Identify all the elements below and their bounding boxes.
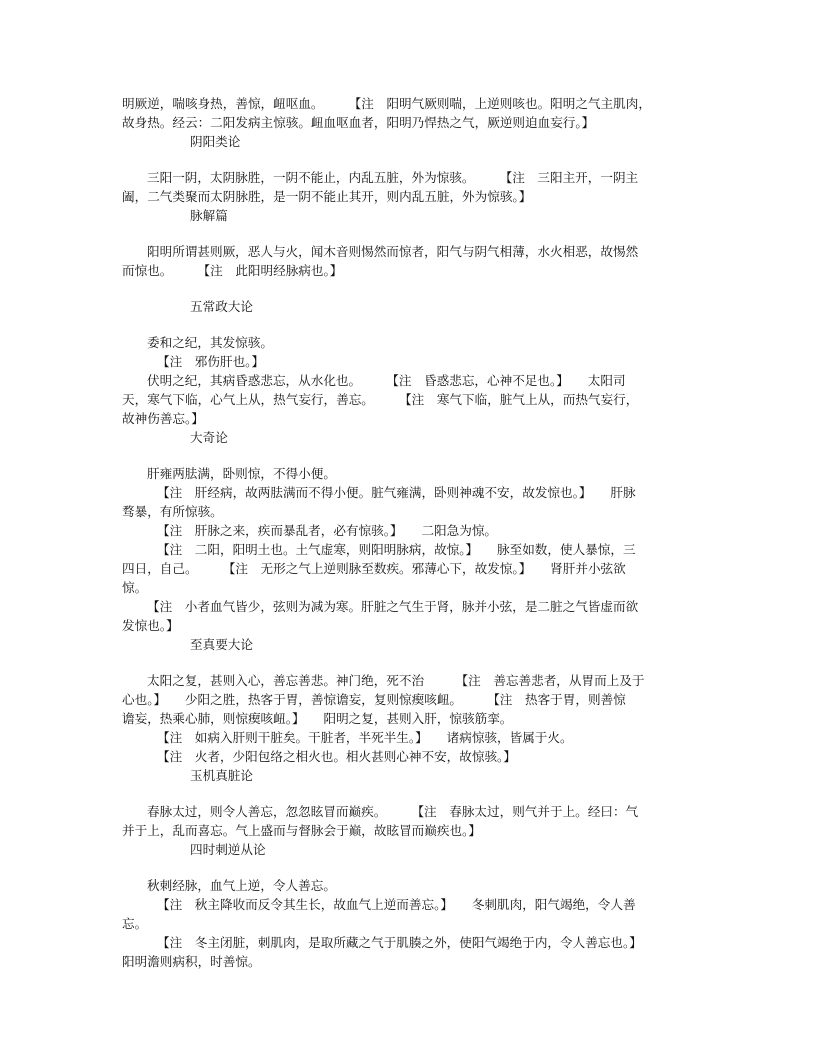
text-line: 【注 邪伤肝也。】 <box>157 354 265 369</box>
text-line: 【注 肝脉之来，疾而暴乱者，必有惊骇。】 二阳急为惊。 <box>157 523 498 538</box>
text-line: 心也。】 少阳之胜，热客于胃，善惊谵妄，复则惊瘈咳衄。 【注 热客于胃，则善惊 <box>122 692 626 707</box>
text-line: 太阳之复，甚则入心，善忘善悲。神门绝，死不治 【注 善忘善悲者，从胃而上及于 <box>147 673 645 688</box>
text-line: 天，寒气下临，心气上从，热气妄行，善忘。 【注 寒气下临，脏气上从，而热气妄行， <box>122 392 639 407</box>
section-heading: 大奇论 <box>190 430 228 445</box>
text-line: 并于上，乱而喜忘。气上盛而与督脉会于巅，故眩冒而巅疾也。】 <box>122 823 481 838</box>
text-line: 而惊也。 【注 此阳明经脉病也。】 <box>122 263 343 278</box>
text-line: 四日，自己。 【注 无形之气上逆则脉至数疾。邪薄心下，故发惊。】 肾肝并小弦欲 <box>122 561 626 576</box>
text-line: 三阳一阴，太阴脉胜，一阴不能止，内乱五脏，外为惊骇。 【注 三阳主开，一阴主 <box>147 170 639 185</box>
section-heading: 阴阳类论 <box>190 134 241 149</box>
text-line: 骛暴，有所惊骇。 <box>122 504 223 519</box>
text-line: 【注 肝经病，故两胠满而不得小便。脏气雍满，卧则神魂不安，故发惊也。】 肝脉 <box>157 485 636 500</box>
text-line: 春脉太过，则令人善忘，忽忽眩冒而巅疾。 【注 春脉太过，则气并于上。经曰：气 <box>147 804 639 819</box>
section-heading: 至真要大论 <box>190 637 253 652</box>
text-line: 【注 冬主闭脏，刺肌肉，是取所藏之气于肌腠之外，使阳气竭绝于内，令人善忘也。】 <box>157 935 642 950</box>
text-line: 忘。 <box>122 916 148 931</box>
text-line: 肝雍两胠满，卧则惊，不得小便。 <box>147 466 336 481</box>
text-line: 故神伤善忘。】 <box>122 411 204 426</box>
text-line: 【注 秋主降收而反令其生长，故血气上逆而善忘。】 冬刺肌肉，阳气竭绝，令人善 <box>157 897 636 912</box>
text-line: 明厥逆，喘咳身热，善惊，衄呕血。 【注 阳明气厥则喘，上逆则咳也。阳明之气主肌肉， <box>122 96 651 111</box>
text-line: 阳明澹则病积，时善惊。 <box>122 954 261 969</box>
section-heading: 五常政大论 <box>190 299 253 314</box>
section-heading: 脉解篇 <box>190 208 228 223</box>
text-line: 谵妄，热乘心肺，则惊瘈咳衄。】 阳明之复，甚则入肝，惊骇筋挛。 <box>122 711 513 726</box>
text-line: 委和之纪，其发惊骇。 <box>147 335 273 350</box>
text-line: 发惊也。】 <box>122 618 179 633</box>
text-line: 秋刺经脉，血气上逆，令人善忘。 <box>147 878 336 893</box>
text-line: 【注 二阳，阳明土也。土气虚寒，则阳明脉病，故惊。】 脉至如数，使人暴惊，三 <box>157 542 636 557</box>
text-line: 故身热。经云：二阳发病主惊骇。衄血呕血者，阳明乃悍热之气，厥逆则迫血妄行。】 <box>122 115 595 130</box>
text-line: 伏明之纪，其病昏惑悲忘，从水化也。 【注 昏惑悲忘，心神不足也。】 太阳司 <box>147 373 626 388</box>
text-line: 【注 火者，少阳包络之相火也。相火甚则心神不安，故惊骇。】 <box>157 749 516 764</box>
text-line: 惊。 <box>122 580 148 595</box>
text-line: 【注 小者血气皆少，弦则为减为寒。肝脏之气生于肾，脉并小弦，是二脏之气皆虚而欲 <box>147 599 639 614</box>
section-heading: 玉机真脏论 <box>190 768 253 783</box>
text-line: 【注 如病入肝则干脏矣。干脏者，半死半生。】 诸病惊骇，皆属于火。 <box>157 730 573 745</box>
text-line: 阖，二气类聚而太阴脉胜，是一阴不能止其开，则内乱五脏，外为惊骇。】 <box>122 189 532 204</box>
text-line: 阳明所谓甚则厥，恶人与火，闻木音则惕然而惊者，阳气与阴气相薄，水火相恶，故惕然 <box>147 244 639 259</box>
section-heading: 四时刺逆从论 <box>190 842 266 857</box>
